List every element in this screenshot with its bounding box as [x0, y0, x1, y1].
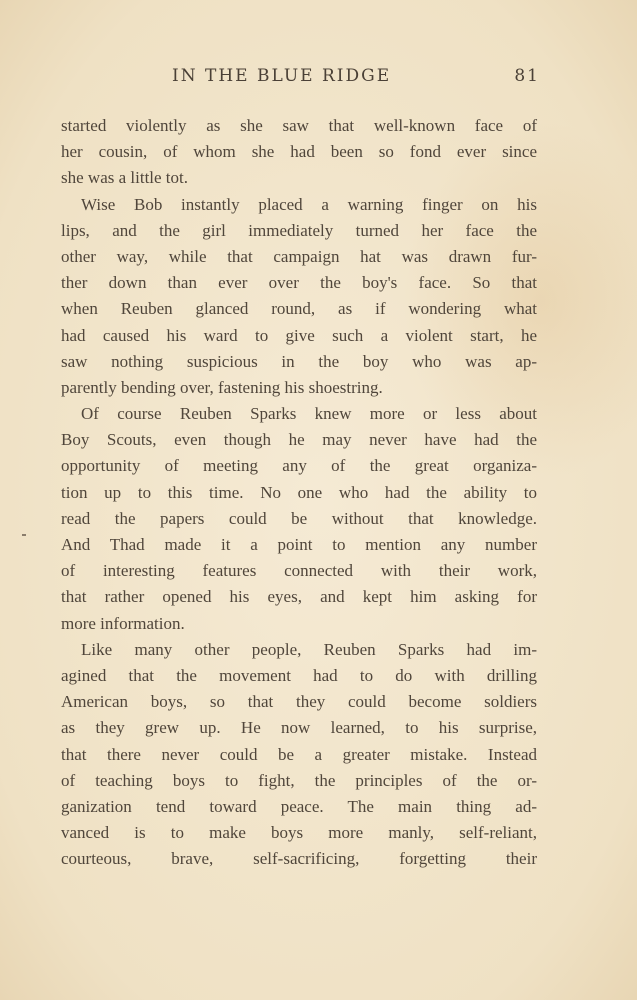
text-line: parently bending over, fastening his shoestring.: [61, 377, 383, 397]
page-header: [60, 66, 540, 92]
text-line: lips, and the girl immediately turned her face the: [61, 220, 537, 240]
page-number: 81: [514, 66, 540, 86]
text-line: American boys, so that they could become soldiers: [61, 692, 537, 712]
text-line: her cousin, of whom she had been so fond ever since: [61, 142, 537, 162]
text-line: as they grew up. He now learned, to his surprise,: [61, 718, 537, 738]
text-line: agined that the movement had to do with drilling: [61, 665, 537, 685]
text-line: ther down than ever over the boy's face. So that: [61, 273, 537, 293]
text-line: And Thad made it a point to mention any number: [61, 535, 537, 554]
text-line: she was a little tot.: [61, 168, 189, 188]
text-line: other way, while that campaign hat was drawn fur-: [61, 246, 537, 266]
text-line: had caused his ward to give such a violent start, he: [61, 325, 537, 345]
text-line: Wise Bob instantly placed a warning finger on his: [81, 194, 537, 214]
text-line: ganization tend toward peace. The main thing ad-: [61, 796, 537, 816]
text-line: more information.: [61, 613, 185, 633]
text-line: vanced is to make boys more manly, self-reliant,: [61, 823, 537, 843]
text-line: of interesting features connected with their work,: [61, 561, 537, 581]
text-line: courteous, brave, self-sacrificing, forgetting their: [61, 849, 537, 869]
text-line: that rather opened his eyes, and kept him asking for: [61, 587, 537, 607]
text-line: tion up to this time. No one who had the ability to: [61, 482, 537, 502]
text-line: of teaching boys to fight, the principles of the or-: [61, 770, 537, 790]
text-line: when Reuben glanced round, as if wondering what: [61, 299, 537, 319]
body-text: [61, 113, 537, 872]
text-line: that there never could be a greater mistake. Instead: [61, 744, 537, 764]
text-line: opportunity of meeting any of the great organiza-: [61, 456, 537, 476]
text-line: Like many other people, Reuben Sparks had im-: [81, 639, 537, 659]
text-line: Of course Reuben Sparks knew more or less about: [81, 404, 537, 424]
text-line: Boy Scouts, even though he may never have had the: [61, 430, 537, 450]
text-line: saw nothing suspicious in the boy who was ap-: [61, 351, 537, 371]
text-line: read the papers could be without that knowledge.: [61, 508, 537, 528]
running-head: IN THE BLUE RIDGE: [172, 66, 392, 86]
text-line: started violently as she saw that well-known face of: [61, 116, 537, 135]
margin-mark: [22, 534, 26, 536]
